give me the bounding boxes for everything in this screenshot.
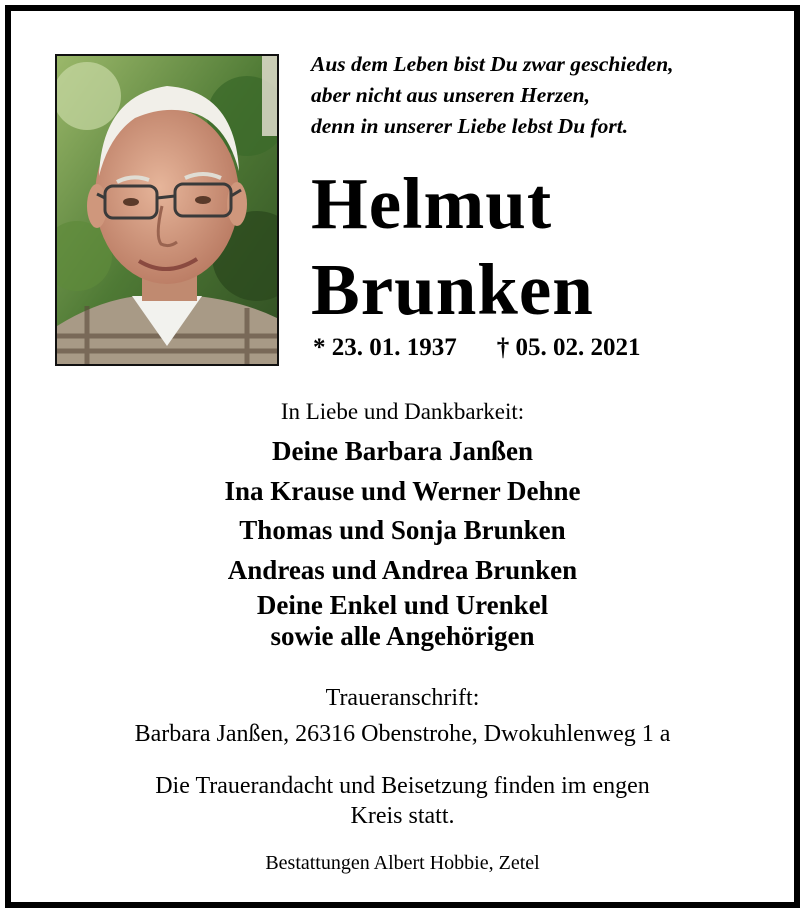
mourner-name: Deine Enkel und Urenkel xyxy=(256,590,549,621)
quote-line: Aus dem Leben bist Du zwar geschieden, xyxy=(311,52,674,76)
portrait-photo xyxy=(55,54,279,366)
mourner-name: Deine Barbara Janßen xyxy=(271,436,533,466)
undertaker-credit: Bestattungen Albert Hobbie, Zetel xyxy=(265,852,540,874)
life-dates xyxy=(313,333,641,363)
first-name: Helmut xyxy=(311,163,553,244)
notice-line: Die Trauerandacht und Beisetzung finden im engen xyxy=(155,773,650,799)
mourning-address xyxy=(11,680,794,752)
deceased-name xyxy=(311,161,594,333)
notice-line: Kreis statt. xyxy=(350,803,455,829)
address-label: Traueranschrift: xyxy=(325,685,480,711)
address-text: Barbara Janßen, 26316 Obenstrohe, Dwokuhlenweg 1 a xyxy=(134,721,671,747)
mourner-name: Thomas und Sonja Brunken xyxy=(239,515,566,546)
mourners-list xyxy=(11,432,794,652)
ceremony-notice xyxy=(11,771,794,831)
memorial-quote xyxy=(311,49,771,142)
quote-line: aber nicht aus unseren Herzen, xyxy=(311,83,590,107)
mourner-name: Ina Krause und Werner Dehne xyxy=(224,475,581,506)
obituary-notice xyxy=(5,5,800,908)
mourner-name: sowie alle Angehörigen xyxy=(270,621,535,652)
quote-line: denn in unserer Liebe lebst Du fort. xyxy=(311,114,629,138)
mourner-name: Andreas und Andrea Brunken xyxy=(227,554,578,585)
birth-date: * 23. 01. 1937 xyxy=(313,334,457,361)
death-date: † 05. 02. 2021 xyxy=(496,334,641,361)
mourners-intro: In Liebe und Dankbarkeit: xyxy=(280,399,525,424)
last-name: Brunken xyxy=(311,249,594,330)
